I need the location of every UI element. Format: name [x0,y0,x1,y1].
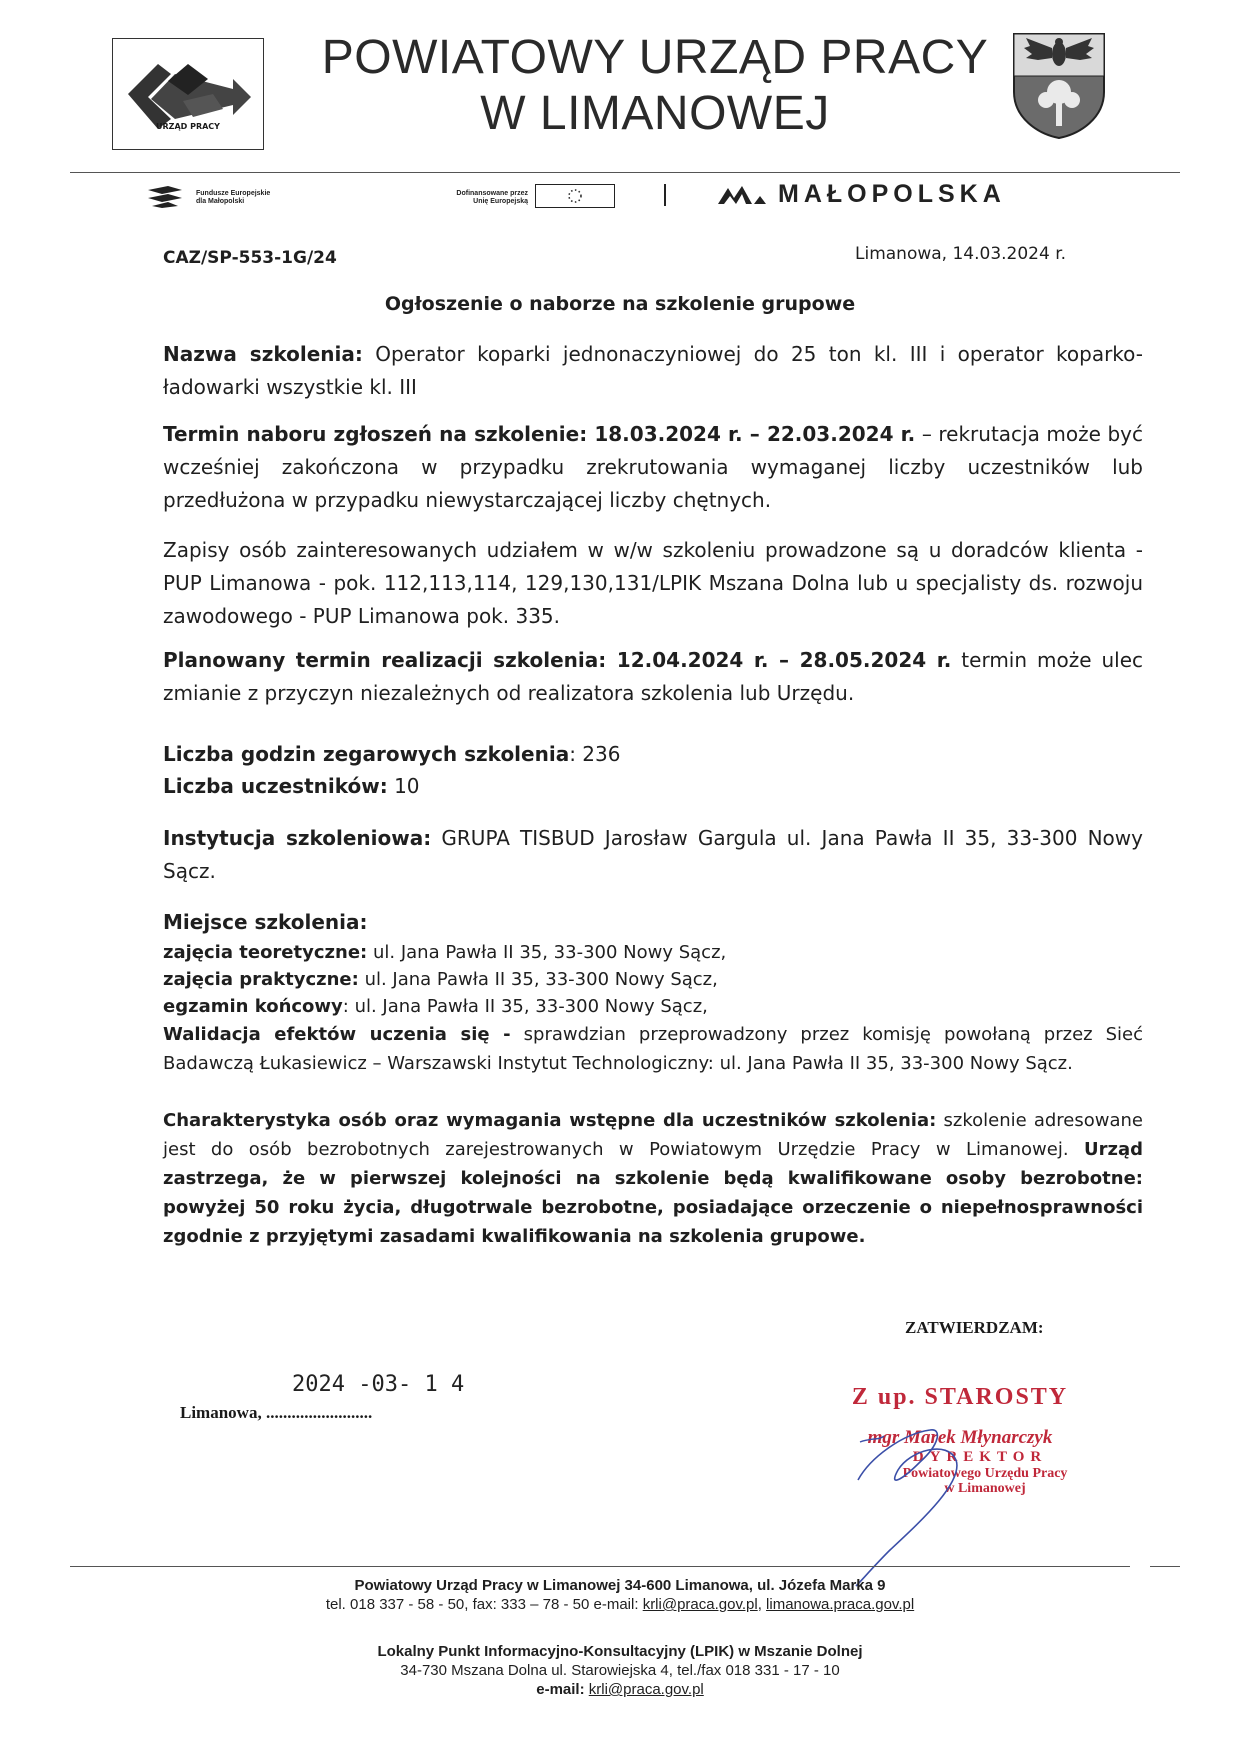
approval-label: ZATWIERDZAM: [905,1318,1044,1337]
eu-flag-icon [535,184,615,208]
ue-line-2: Unię Europejską [473,198,528,205]
place-validation [163,1020,1143,1078]
signup-info: Zapisy osób zainteresowanych udziałem w w/w szkoleniu prowadzone są u doradców klienta - PUP Limanowa - pok. 112,113,114, 129,130,131/LPIK Mszana Dolna lub u specjalisty ds. rozwoju zawodowego - PUP Limanowa pok. 335. [163,538,1143,628]
recruitment-label: Termin naboru zgłoszeń na szkolenie: 18.03.2024 r. – 22.03.2024 r. [163,422,916,446]
malopolska-text: MAŁOPOLSKA [778,180,1006,208]
participants-line [163,770,1143,803]
handwritten-date: 2024 -03- 1 4 [292,1372,465,1397]
arrows-logo-icon [113,39,263,149]
footer-website-link[interactable]: limanowa.praca.gov.pl [766,1596,915,1613]
title-line-2: W LIMANOWEJ [480,87,830,140]
place-date-line: Limanowa, ......................... [180,1403,373,1422]
institution-label: Instytucja szkoleniowa: [163,826,432,850]
planned-period [163,644,1143,710]
institution-value: GRUPA TISBUD Jarosław Gargula ul. Jana Pawła II 35, 33-300 Nowy Sącz. [163,826,1143,883]
place-label: Miejsce szkolenia: [163,910,368,934]
theory-value: ul. Jana Pawła II 35, 33-300 Nowy Sącz, [372,942,727,963]
urzad-pracy-logo [112,38,264,150]
training-name [163,338,1143,404]
footer-line-1: Powiatowy Urząd Pracy w Limanowej 34-600 Limanowa, ul. Józefa Marka 9 [354,1577,886,1594]
institution [163,822,1143,888]
hours-label: Liczba godzin zegarowych szkolenia [163,742,570,766]
theory-label: zajęcia teoretyczne: [163,942,368,963]
footer-office [0,1576,1240,1614]
stamp-line-2: mgr Marek Młynarczyk [867,1427,1053,1448]
planned-label: Planowany termin realizacji szkolenia: 12.04.2024 r. – 28.05.2024 r. [163,648,952,672]
footer-email2-link[interactable]: krli@praca.gov.pl [588,1681,704,1698]
recruitment-value: – rekrutacja może być wcześniej zakończona w przypadku zrekrutowania wymaganej liczby uczestników lub przedłużona w przypadku niewystarczającej liczby chętnych. [163,422,1144,512]
page-title [290,30,1020,142]
requirements-label: Charakterystyka osób oraz wymagania wstępne dla uczestników szkolenia: [163,1110,937,1131]
malopolska-logo-icon [718,184,768,206]
planned-value: termin może ulec zmianie z przyczyn niezależnych od realizatora szkolenia lub Urzędu. [163,648,1143,705]
title-line-1: POWIATOWY URZĄD PRACY [321,31,989,84]
footer-email-link[interactable]: krli@praca.gov.pl [642,1596,758,1613]
header-rule [70,172,1180,173]
practice-label: zajęcia praktyczne: [163,969,359,990]
ue-text [378,190,528,206]
place-practice [163,966,1143,993]
footer-rule-end [1150,1566,1180,1567]
footer-contact: tel. 018 337 - 58 - 50, fax: 333 – 78 - 50 e-mail: [325,1596,643,1613]
footer-lpik [0,1642,1240,1699]
place-theory [163,939,1143,966]
fe-line-2: dla Małopolski [196,198,245,205]
footer-line-2 [0,1595,1240,1614]
participant-requirements [163,1106,1143,1251]
funding-divider [664,184,666,206]
exam-value: : ul. Jana Pawła II 35, 33-300 Nowy Sącz, [342,996,708,1017]
ue-line-1: Dofinansowane przez [456,190,528,197]
logo-caption: URZĄD PRACY [156,122,220,131]
handwritten-signature [770,1410,1070,1590]
hours-line [163,738,1143,771]
reference-number: CAZ/SP-553-1G/24 [163,248,337,268]
stamp-line-3: DYREKTOR [912,1449,1048,1465]
place-exam [163,993,1143,1020]
document-heading: Ogłoszenie o naborze na szkolenie grupowe [384,293,856,315]
hours-value: : 236 [569,742,621,766]
practice-value: ul. Jana Pawła II 35, 33-300 Nowy Sącz, [364,969,718,990]
footer-line-4: 34-730 Mszana Dolna ul. Starowiejska 4, tel./fax 018 331 - 17 - 10 [400,1662,840,1679]
training-name-value: Operator koparki jednonaczyniowej do 25 ton kl. III i operator koparko-ładowarki wszystkie kl. III [163,342,1143,399]
footer-rule [70,1566,1130,1567]
fe-line-1: Fundusze Europejskie [196,190,271,197]
footer-email-prefix: e-mail: [536,1681,589,1698]
document-date: Limanowa, 14.03.2024 r. [855,244,1067,264]
exam-label: egzamin końcowy [163,996,343,1017]
footer-line-5 [0,1680,1240,1699]
training-name-label: Nazwa szkolenia: [163,342,363,366]
validation-label: Walidacja efektów uczenia się - [163,1024,511,1045]
participants-value: 10 [394,774,420,798]
training-place [163,906,1143,1078]
footer-separator: , [757,1596,767,1613]
crest-emblem [1010,30,1108,140]
requirements-value: szkolenie adresowane jest do osób bezrobotnych zarejestrowanych w Powiatowym Urzędzie Pracy w Limanowej. [163,1110,1144,1160]
recruitment-period [163,418,1143,517]
validation-value: sprawdzian przeprowadzony przez komisję powołaną przez Sieć Badawczą Łukasiewicz – Warszawski Instytut Technologiczny: ul. Jana Pawła II 35, 33-300 Nowy Sącz. [163,1024,1143,1074]
stamp-line-1: Z up. STAROSTY [851,1384,1069,1410]
fe-logo-icon [148,186,182,208]
footer-line-3: Lokalny Punkt Informacyjno-Konsultacyjny (LPIK) w Mszanie Dolnej [377,1643,863,1660]
fe-text [196,190,270,206]
participants-label: Liczba uczestników: [163,774,388,798]
stamp-line-5: w Limanowej [944,1481,1026,1496]
requirements-priority: Urząd zastrzega, że w pierwszej kolejności na szkolenie będą kwalifikowane osoby bezrobotne: powyżej 50 roku życia, długotrwale bezrobotne, posiadające orzeczenie o niepełnosprawności zgodnie z przyjętymi zasadami kwalifikowania na szkolenia grupowe. [163,1139,1143,1247]
stamp-line-4: Powiatowego Urzędu Pracy [902,1466,1068,1481]
